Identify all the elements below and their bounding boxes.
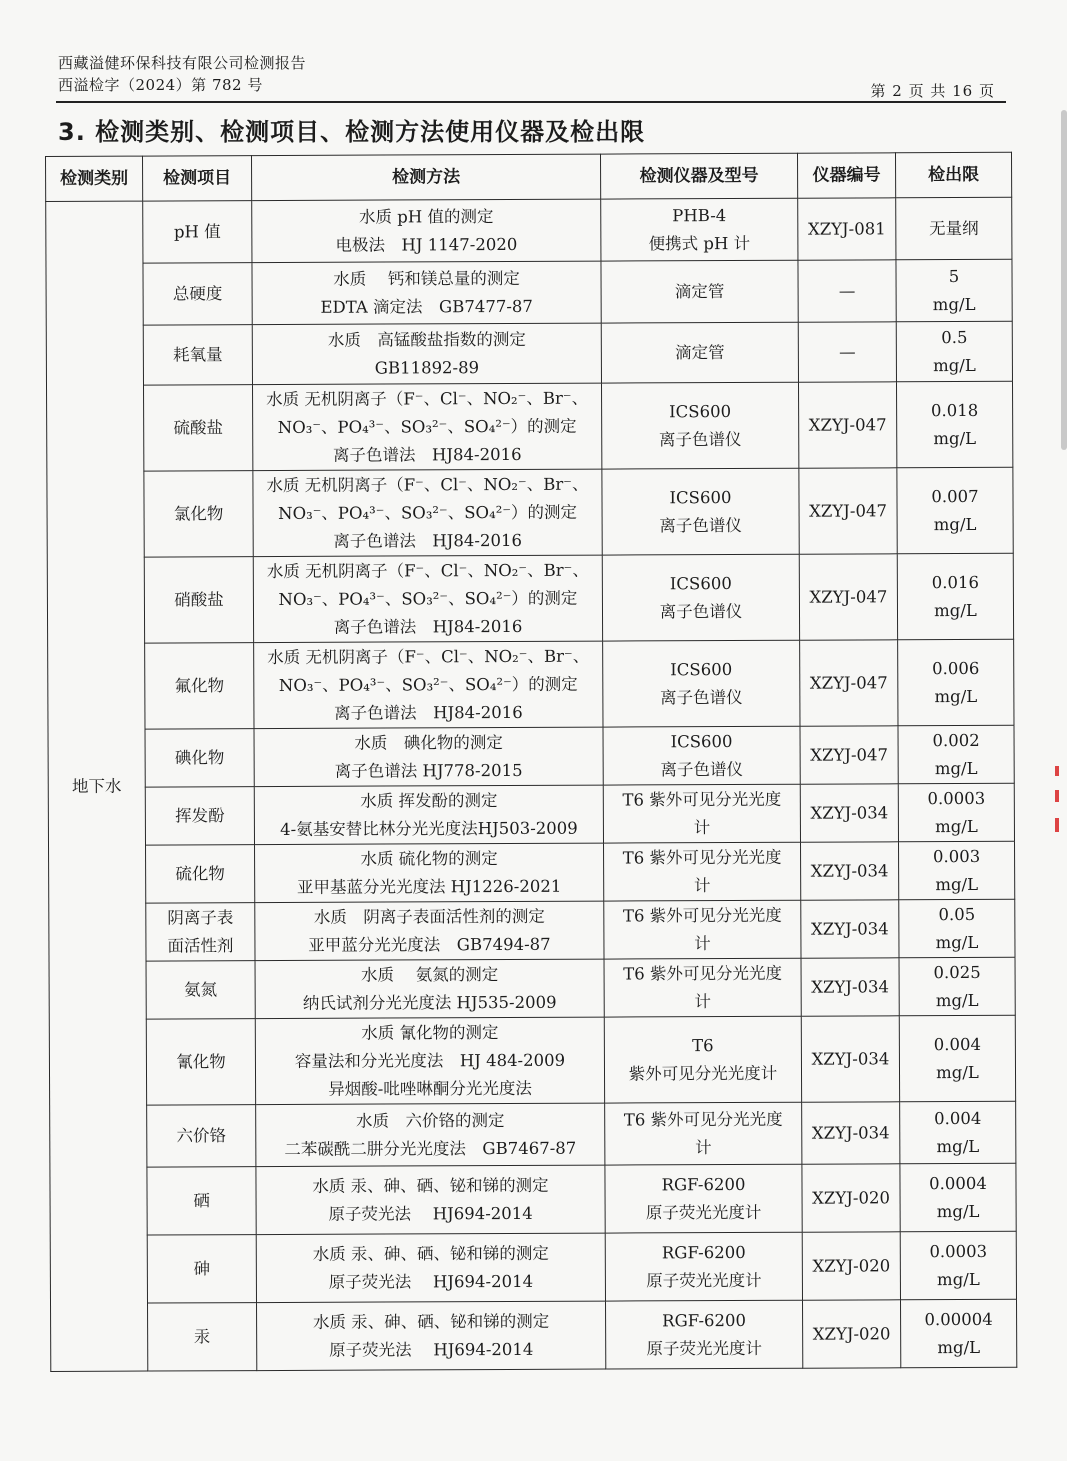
detection-limit-line: 0.002: [932, 730, 980, 750]
method-line: 水质 无机阴离子（F⁻、Cl⁻、NO₂⁻、Br⁻、: [266, 388, 589, 409]
detection-limit-line: 0.0003: [929, 1241, 988, 1261]
detection-limit-line: mg/L: [934, 686, 978, 706]
method-line: 离子色谱法 HJ84-2016: [333, 616, 523, 637]
instrument-line: 离子色谱仪: [658, 429, 742, 449]
method-cell: [254, 785, 603, 845]
detection-limit-cell: [896, 259, 1012, 322]
method-line: 水质 硫化物的测定: [360, 848, 498, 869]
method-cell: [252, 383, 601, 471]
method-cell: [252, 199, 601, 263]
category-cell: 地下水: [46, 201, 148, 1371]
table-row: [47, 381, 1013, 471]
item-line: 氰化物: [176, 1051, 226, 1071]
instrument-id-cell: XZYJ-034: [801, 842, 899, 900]
detection-limit-cell: [900, 1299, 1016, 1368]
method-cell: [252, 323, 601, 385]
detection-limit-line: mg/L: [937, 1337, 981, 1357]
instrument-line: 原子荧光光度计: [646, 1338, 762, 1358]
method-line: 容量法和分光光度法 HJ 484-2009: [294, 1050, 566, 1071]
method-line: 水质 汞、砷、硒、铋和锑的测定: [312, 1243, 549, 1264]
detection-limit-line: mg/L: [936, 1201, 980, 1221]
item-line: 耗氧量: [173, 344, 223, 364]
item-line: 硒: [193, 1190, 210, 1210]
table-row: [49, 899, 1015, 961]
instrument-line: 离子色谱仪: [659, 601, 743, 621]
instrument-id-cell: —: [798, 260, 896, 322]
method-line: 亚甲基蓝分光光度法 HJ1226-2021: [296, 876, 562, 897]
table-row: [49, 957, 1015, 1019]
instrument-line: T6 紫外可见分光光度: [623, 963, 782, 983]
instrument-cell: [606, 1300, 803, 1369]
item-line: 氟化物: [174, 675, 225, 695]
table-row: [47, 553, 1013, 643]
instrument-line: ICS600: [670, 731, 733, 751]
method-line: 水质 钙和镁总量的测定: [333, 268, 520, 289]
detection-limit-cell: [899, 899, 1015, 958]
table-row: [50, 1163, 1016, 1235]
method-cell: [255, 843, 604, 903]
method-line: 水质 碘化物的测定: [354, 732, 503, 753]
detection-limit-cell: [899, 957, 1015, 1016]
header-item: 检测项目: [143, 156, 252, 201]
table-row: [51, 1299, 1017, 1371]
item-cell: [147, 1235, 256, 1303]
instrument-cell: [602, 468, 799, 555]
instrument-cell: [601, 260, 798, 323]
item-cell: [145, 643, 254, 729]
section-title: 3. 检测类别、检测项目、检测方法使用仪器及检出限: [58, 118, 646, 146]
detection-limit-cell: [900, 1231, 1016, 1300]
method-line: EDTA 滴定法 GB7477-87: [320, 296, 533, 317]
instrument-line: RGF-6200: [661, 1174, 746, 1194]
method-cell: [256, 1103, 605, 1167]
detection-limit-line: mg/L: [933, 428, 977, 448]
item-line: 硫化物: [175, 863, 225, 883]
detection-limit-cell: [896, 321, 1012, 382]
page-number: 第 2 页 共 16 页: [870, 82, 995, 100]
item-line: 硝酸盐: [174, 589, 224, 609]
table-row: [48, 639, 1014, 729]
item-cell: [144, 385, 253, 471]
instrument-cell: [601, 198, 798, 261]
method-line: 水质 汞、砷、硒、铋和锑的测定: [312, 1175, 549, 1196]
item-cell: [148, 1303, 257, 1371]
table-row: [46, 321, 1012, 385]
item-line: 碘化物: [174, 747, 225, 767]
item-cell: [143, 201, 252, 263]
item-cell: [146, 903, 255, 961]
detection-limit-cell: [896, 381, 1012, 468]
detection-limit-cell: [898, 725, 1014, 784]
detection-limit-line: 0.5: [941, 327, 968, 347]
header-instrument: 检测仪器及型号: [600, 153, 797, 199]
item-line: 砷: [193, 1258, 211, 1278]
method-cell: [255, 1017, 604, 1105]
detection-methods-table: [45, 152, 1017, 1372]
item-cell: [143, 325, 252, 385]
detection-limit-cell: [898, 639, 1014, 726]
item-line: 挥发酚: [175, 805, 225, 825]
detection-limit-line: 5: [948, 266, 960, 286]
method-cell: [256, 1165, 605, 1235]
instrument-line: 计: [693, 875, 711, 895]
table-row: [50, 1101, 1016, 1167]
method-line: 离子色谱法 HJ84-2016: [332, 444, 522, 465]
instrument-cell: [601, 382, 798, 469]
edge-mark: [1055, 790, 1059, 802]
header-instrument-id: 仪器编号: [797, 153, 895, 198]
detection-limit-line: 0.004: [934, 1108, 982, 1128]
detection-limit-line: 0.018: [930, 400, 979, 420]
item-line: 六价铬: [176, 1125, 227, 1145]
header-category: 检测类别: [46, 156, 143, 201]
item-cell: [146, 845, 255, 903]
method-line: 原子荧光法 HJ694-2014: [329, 1339, 534, 1360]
instrument-line: 紫外可见分光光度计: [628, 1063, 778, 1083]
instrument-line: 原子荧光光度计: [646, 1270, 762, 1290]
instrument-id-cell: XZYJ-034: [801, 900, 899, 958]
method-line: 水质 汞、砷、硒、铋和锑的测定: [312, 1311, 550, 1332]
method-line: NO₃⁻、PO₄³⁻、SO₃²⁻、SO₄²⁻）的测定: [278, 674, 578, 695]
method-cell: [253, 469, 602, 557]
instrument-id-cell: XZYJ-034: [802, 1102, 900, 1164]
detection-limit-line: 0.006: [932, 658, 980, 678]
detection-limit-line: mg/L: [934, 758, 978, 778]
detection-limit-cell: [900, 1101, 1016, 1164]
detection-limit-line: mg/L: [935, 816, 978, 836]
item-line: 氨氮: [184, 979, 218, 999]
item-line: 面活性剂: [167, 935, 234, 955]
detection-limit-line: mg/L: [936, 1136, 980, 1156]
detection-limit-line: 0.007: [931, 486, 979, 506]
instrument-line: 原子荧光光度计: [645, 1202, 762, 1222]
method-line: 离子色谱法 HJ84-2016: [334, 702, 523, 723]
detection-limit-cell: [900, 1163, 1016, 1232]
instrument-line: ICS600: [669, 487, 732, 507]
item-line: 阴离子表: [167, 907, 234, 927]
table-row: [48, 725, 1014, 787]
instrument-cell: [605, 1102, 802, 1165]
instrument-line: T6 紫外可见分光光度: [623, 1109, 783, 1129]
detection-limit-cell: [896, 197, 1012, 260]
instrument-line: RGF-6200: [662, 1310, 747, 1330]
instrument-cell: [604, 900, 801, 959]
instrument-line: ICS600: [670, 659, 733, 679]
method-cell: [256, 1233, 605, 1303]
instrument-line: 滴定管: [675, 342, 725, 362]
detection-limit-line: mg/L: [936, 1269, 980, 1289]
detection-limit-line: mg/L: [935, 990, 979, 1010]
item-line: 硫酸盐: [173, 417, 223, 437]
item-line: 氯化物: [173, 503, 224, 523]
detection-limit-line: 0.004: [933, 1034, 982, 1054]
item-line: pH 值: [173, 221, 221, 241]
instrument-id-cell: XZYJ-047: [799, 468, 897, 554]
report-number: 西溢检字（2024）第 782 号: [58, 76, 263, 94]
method-line: 异烟酸-吡唑啉酮分光光度法: [328, 1078, 532, 1099]
table-row: [46, 197, 1012, 263]
instrument-id-cell: XZYJ-081: [798, 198, 896, 260]
instrument-id-cell: XZYJ-047: [799, 554, 897, 640]
detection-limit-line: mg/L: [936, 1062, 979, 1082]
detection-limit-line: mg/L: [933, 355, 976, 375]
instrument-line: PHB-4: [672, 205, 727, 225]
instrument-line: 计: [694, 933, 711, 953]
instrument-id-cell: XZYJ-034: [801, 1016, 899, 1102]
detection-limit-line: 无量纲: [929, 218, 979, 238]
method-line: 原子荧光法 HJ694-2014: [328, 1271, 534, 1292]
instrument-cell: [605, 1164, 802, 1233]
table-header-row: [46, 152, 1012, 201]
method-line: 水质 无机阴离子（F⁻、Cl⁻、NO₂⁻、Br⁻、: [266, 474, 589, 495]
method-line: 水质 无机阴离子（F⁻、Cl⁻、NO₂⁻、Br⁻、: [267, 646, 590, 667]
detection-limit-line: mg/L: [935, 932, 979, 952]
instrument-cell: [604, 842, 801, 901]
header-divider: [56, 101, 1006, 103]
instrument-id-cell: XZYJ-047: [800, 726, 898, 784]
instrument-line: 计: [693, 817, 711, 837]
table-row: [46, 259, 1012, 325]
instrument-line: 计: [694, 991, 711, 1011]
method-line: 水质 高锰酸盐指数的测定: [327, 329, 526, 350]
method-line: NO₃⁻、PO₄³⁻、SO₃²⁻、SO₄²⁻）的测定: [278, 588, 578, 609]
method-line: NO₃⁻、PO₄³⁻、SO₃²⁻、SO₄²⁻）的测定: [277, 416, 577, 437]
instrument-line: 离子色谱仪: [660, 687, 743, 707]
method-line: 水质 氰化物的测定: [361, 1022, 499, 1043]
instrument-id-cell: XZYJ-020: [802, 1164, 900, 1232]
instrument-line: ICS600: [669, 573, 732, 593]
method-line: 水质 阴离子表面活性剂的测定: [313, 906, 545, 927]
method-line: 亚甲蓝分光光度法 GB7494-87: [308, 934, 551, 955]
instrument-line: 离子色谱仪: [660, 759, 743, 779]
instrument-line: 便携式 pH 计: [648, 233, 751, 253]
detection-limit-cell: [897, 553, 1013, 640]
detection-limit-line: 0.05: [938, 904, 976, 924]
instrument-cell: [604, 1016, 801, 1103]
header-method: 检测方法: [252, 154, 601, 201]
instrument-id-cell: XZYJ-034: [801, 958, 899, 1016]
table-row: [49, 1015, 1015, 1105]
detection-limit-line: 0.003: [932, 846, 981, 866]
item-cell: [147, 1105, 256, 1167]
method-cell: [255, 959, 604, 1019]
item-cell: [146, 1019, 255, 1105]
scrollbar[interactable]: [1061, 110, 1067, 450]
detection-limit-line: 0.0003: [927, 788, 986, 808]
item-cell: [146, 961, 255, 1019]
method-cell: [253, 555, 602, 643]
table-row: [49, 841, 1015, 903]
instrument-cell: [605, 1232, 802, 1301]
instrument-line: 计: [695, 1137, 712, 1157]
method-line: NO₃⁻、PO₄³⁻、SO₃²⁻、SO₄²⁻）的测定: [278, 502, 578, 523]
method-line: 电极法 HJ 1147-2020: [335, 234, 518, 255]
instrument-line: T6 紫外可见分光光度: [622, 789, 782, 809]
instrument-line: ICS600: [669, 401, 732, 421]
instrument-cell: [603, 726, 800, 785]
item-line: 汞: [193, 1326, 211, 1346]
detection-limit-line: mg/L: [932, 294, 976, 314]
edge-mark: [1055, 766, 1059, 776]
instrument-line: T6 紫外可见分光光度: [622, 847, 782, 867]
method-line: 水质 氨氮的测定: [360, 964, 499, 985]
detection-limit-cell: [898, 783, 1014, 842]
method-line: 离子色谱法 HJ778-2015: [334, 760, 523, 781]
instrument-line: T6 紫外可见分光光度: [622, 905, 782, 925]
method-line: 水质 无机阴离子（F⁻、Cl⁻、NO₂⁻、Br⁻、: [266, 560, 589, 581]
instrument-id-cell: —: [798, 322, 896, 382]
method-line: 4-氨基安替比林分光光度法HJ503-2009: [280, 818, 578, 839]
instrument-line: 离子色谱仪: [659, 515, 742, 535]
instrument-cell: [601, 322, 798, 383]
method-line: 原子荧光法 HJ694-2014: [328, 1203, 533, 1224]
instrument-id-cell: XZYJ-034: [800, 784, 898, 842]
item-cell: [144, 557, 253, 643]
method-cell: [252, 261, 601, 325]
detection-limit-cell: [899, 1015, 1015, 1102]
detection-limit-line: mg/L: [933, 514, 977, 534]
header-detection-limit: 检出限: [895, 152, 1011, 198]
instrument-cell: [604, 958, 801, 1017]
table-row: [47, 467, 1013, 557]
instrument-cell: [603, 640, 800, 727]
instrument-id-cell: XZYJ-047: [800, 640, 898, 726]
instrument-id-cell: XZYJ-020: [802, 1300, 900, 1368]
item-cell: [144, 471, 253, 557]
instrument-cell: [603, 784, 800, 843]
instrument-line: RGF-6200: [661, 1242, 746, 1262]
method-cell: [254, 727, 603, 787]
edge-mark: [1055, 818, 1059, 832]
item-cell: [143, 263, 252, 325]
detection-limit-line: 0.00004: [924, 1309, 993, 1329]
method-line: 纳氏试剂分光光度法 HJ535-2009: [302, 992, 557, 1013]
method-line: 水质 挥发酚的测定: [360, 790, 498, 811]
method-cell: [255, 901, 604, 961]
table-row: [48, 783, 1014, 845]
detection-limit-line: mg/L: [935, 874, 979, 894]
method-line: 水质 pH 值的测定: [358, 206, 494, 227]
instrument-id-cell: XZYJ-047: [798, 382, 896, 468]
item-cell: [145, 787, 254, 845]
method-cell: [257, 1301, 606, 1371]
instrument-line: 滴定管: [674, 281, 725, 301]
item-cell: [147, 1167, 256, 1235]
method-line: 二苯碳酰二肼分光光度法 GB7467-87: [284, 1138, 577, 1159]
instrument-cell: [602, 554, 799, 641]
company-report-header: 西藏溢健环保科技有限公司检测报告: [58, 54, 307, 72]
instrument-line: T6: [692, 1035, 714, 1055]
item-cell: [145, 729, 254, 787]
instrument-id-cell: XZYJ-020: [802, 1232, 900, 1300]
method-line: 离子色谱法 HJ84-2016: [333, 530, 523, 551]
method-line: 水质 六价铬的测定: [355, 1110, 505, 1131]
item-line: 总硬度: [172, 283, 223, 303]
detection-limit-line: 0.0004: [929, 1173, 987, 1193]
detection-limit-cell: [897, 467, 1013, 554]
detection-limit-line: 0.025: [933, 962, 981, 982]
detection-limit-line: mg/L: [934, 600, 977, 620]
table-row: [50, 1231, 1016, 1303]
detection-limit-cell: [899, 841, 1015, 900]
method-line: GB11892-89: [374, 357, 480, 378]
method-cell: [254, 641, 603, 729]
detection-limit-line: 0.016: [931, 572, 980, 592]
